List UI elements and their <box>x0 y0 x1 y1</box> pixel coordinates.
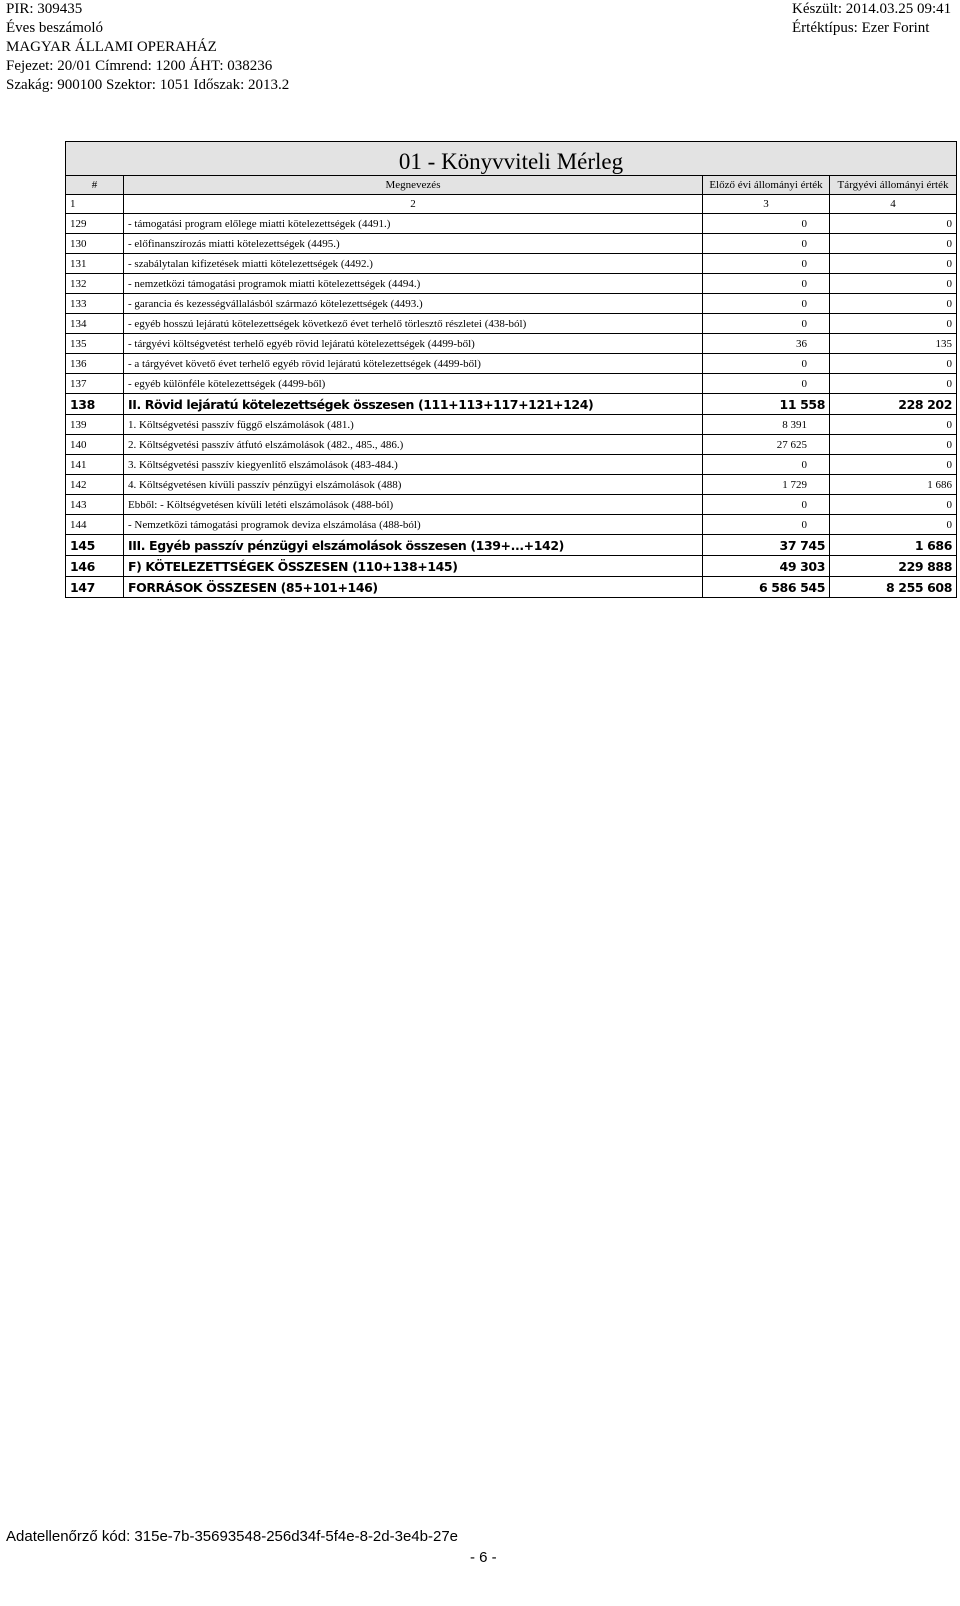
row-previous-value: 0 <box>703 374 830 394</box>
row-previous-value: 6 586 545 <box>703 577 830 598</box>
table-row <box>66 475 957 495</box>
row-name: - Nemzetközi támogatási programok deviza elszámolása (488-ból) <box>124 515 703 535</box>
table-row <box>66 415 957 435</box>
row-current-value: 0 <box>830 435 957 455</box>
row-current-value: 0 <box>830 354 957 374</box>
row-current-value: 0 <box>830 415 957 435</box>
row-number: 135 <box>66 334 124 354</box>
table-row <box>66 515 957 535</box>
institution-name: MAGYAR ÁLLAMI OPERAHÁZ <box>6 39 217 55</box>
chapter-info: Fejezet: 20/01 Címrend: 1200 ÁHT: 038236 <box>6 58 273 74</box>
row-current-value: 0 <box>830 495 957 515</box>
row-previous-value: 0 <box>703 354 830 374</box>
row-number: 130 <box>66 234 124 254</box>
row-name: 3. Költségvetési passzív kiegyenlítő elszámolások (483-484.) <box>124 455 703 475</box>
table-row <box>66 314 957 334</box>
report-type: Éves beszámoló <box>6 20 104 36</box>
row-number: 138 <box>66 394 124 415</box>
row-current-value: 0 <box>830 234 957 254</box>
table-row <box>66 535 957 556</box>
row-current-value: 0 <box>830 294 957 314</box>
row-previous-value: 8 391 <box>703 415 830 435</box>
row-name: - garancia és kezességvállalásból származó kötelezettségek (4493.) <box>124 294 703 314</box>
row-name: - egyéb hosszú lejáratú kötelezettségek következő évet terhelő törlesztő részletei (438-ból) <box>124 314 703 334</box>
column-header-number: # <box>66 176 124 195</box>
table-row <box>66 374 957 394</box>
row-previous-value: 0 <box>703 234 830 254</box>
row-name: - tárgyévi költségvetést terhelő egyéb rövid lejáratú kötelezettségek (4499-ből) <box>124 334 703 354</box>
row-number: 140 <box>66 435 124 455</box>
table-row <box>66 455 957 475</box>
row-current-value: 0 <box>830 254 957 274</box>
row-number: 132 <box>66 274 124 294</box>
row-previous-value: 27 625 <box>703 435 830 455</box>
row-number: 129 <box>66 214 124 234</box>
value-type: Értéktípus: Ezer Forint <box>792 20 930 36</box>
column-number-row <box>66 195 957 214</box>
row-current-value: 228 202 <box>830 394 957 415</box>
row-previous-value: 0 <box>703 455 830 475</box>
column-number-4: 4 <box>830 195 957 214</box>
validation-code: Adatellenőrző kód: 315e-7b-35693548-256d34f-5f4e-8-2d-3e4b-27e <box>6 1528 459 1545</box>
column-header-current: Tárgyévi állományi érték <box>830 176 957 195</box>
row-number: 143 <box>66 495 124 515</box>
row-previous-value: 0 <box>703 254 830 274</box>
row-previous-value: 49 303 <box>703 556 830 577</box>
row-name: - szabálytalan kifizetések miatti kötelezettségek (4492.) <box>124 254 703 274</box>
table-row <box>66 495 957 515</box>
sector-info: Szakág: 900100 Szektor: 1051 Időszak: 2013.2 <box>6 77 290 93</box>
table-row <box>66 214 957 234</box>
row-number: 141 <box>66 455 124 475</box>
row-name: 2. Költségvetési passzív átfutó elszámolások (482., 485., 486.) <box>124 435 703 455</box>
column-header-row <box>66 176 957 195</box>
row-current-value: 0 <box>830 455 957 475</box>
table-row <box>66 435 957 455</box>
table-row <box>66 394 957 415</box>
column-header-name: Megnevezés <box>124 176 703 195</box>
row-current-value: 0 <box>830 314 957 334</box>
row-name: FORRÁSOK ÖSSZESEN (85+101+146) <box>124 577 703 598</box>
row-current-value: 0 <box>830 274 957 294</box>
row-previous-value: 0 <box>703 214 830 234</box>
header-left <box>6 0 289 95</box>
row-current-value: 0 <box>830 374 957 394</box>
row-previous-value: 0 <box>703 294 830 314</box>
row-current-value: 135 <box>830 334 957 354</box>
row-number: 142 <box>66 475 124 495</box>
row-name: - nemzetközi támogatási programok miatti kötelezettségek (4494.) <box>124 274 703 294</box>
table-title: 01 - Könyvviteli Mérleg <box>66 142 957 176</box>
header-right <box>792 0 951 38</box>
row-name: 4. Költségvetésen kívüli passzív pénzügyi elszámolások (488) <box>124 475 703 495</box>
table-row <box>66 234 957 254</box>
row-number: 131 <box>66 254 124 274</box>
row-name: F) KÖTELEZETTSÉGEK ÖSSZESEN (110+138+145) <box>124 556 703 577</box>
page-number: - 6 - <box>470 1549 497 1566</box>
row-current-value: 0 <box>830 214 957 234</box>
row-number: 136 <box>66 354 124 374</box>
column-number-1: 1 <box>66 195 124 214</box>
row-previous-value: 37 745 <box>703 535 830 556</box>
table-row <box>66 577 957 598</box>
row-name: - egyéb különféle kötelezettségek (4499-ből) <box>124 374 703 394</box>
row-previous-value: 36 <box>703 334 830 354</box>
table-row <box>66 294 957 314</box>
table-row <box>66 354 957 374</box>
row-current-value: 8 255 608 <box>830 577 957 598</box>
table-row <box>66 556 957 577</box>
row-previous-value: 0 <box>703 495 830 515</box>
row-number: 133 <box>66 294 124 314</box>
row-name: - támogatási program előlege miatti kötelezettségek (4491.) <box>124 214 703 234</box>
row-number: 137 <box>66 374 124 394</box>
column-number-2: 2 <box>124 195 703 214</box>
row-number: 139 <box>66 415 124 435</box>
row-previous-value: 0 <box>703 515 830 535</box>
row-previous-value: 0 <box>703 274 830 294</box>
row-number: 145 <box>66 535 124 556</box>
row-number: 146 <box>66 556 124 577</box>
table-row <box>66 334 957 354</box>
column-header-previous: Előző évi állományi érték <box>703 176 830 195</box>
table-row <box>66 254 957 274</box>
row-current-value: 1 686 <box>830 475 957 495</box>
row-previous-value: 11 558 <box>703 394 830 415</box>
pir-label: PIR: 309435 <box>6 1 83 17</box>
table-row <box>66 274 957 294</box>
row-name: 1. Költségvetési passzív függő elszámolások (481.) <box>124 415 703 435</box>
row-previous-value: 1 729 <box>703 475 830 495</box>
row-number: 144 <box>66 515 124 535</box>
row-current-value: 229 888 <box>830 556 957 577</box>
balance-sheet-table <box>65 141 957 598</box>
row-current-value: 1 686 <box>830 535 957 556</box>
created-timestamp: Készült: 2014.03.25 09:41 <box>792 1 952 17</box>
row-current-value: 0 <box>830 515 957 535</box>
row-name: - a tárgyévet követő évet terhelő egyéb rövid lejáratú kötelezettségek (4499-ből) <box>124 354 703 374</box>
row-name: - előfinanszírozás miatti kötelezettségek (4495.) <box>124 234 703 254</box>
row-name: II. Rövid lejáratú kötelezettségek összesen (111+113+117+121+124) <box>124 394 703 415</box>
row-number: 147 <box>66 577 124 598</box>
row-previous-value: 0 <box>703 314 830 334</box>
row-name: Ebből: - Költségvetésen kívüli letéti elszámolások (488-ból) <box>124 495 703 515</box>
column-number-3: 3 <box>703 195 830 214</box>
row-name: III. Egyéb passzív pénzügyi elszámolások összesen (139+...+142) <box>124 535 703 556</box>
row-number: 134 <box>66 314 124 334</box>
table-title-row <box>66 142 957 176</box>
